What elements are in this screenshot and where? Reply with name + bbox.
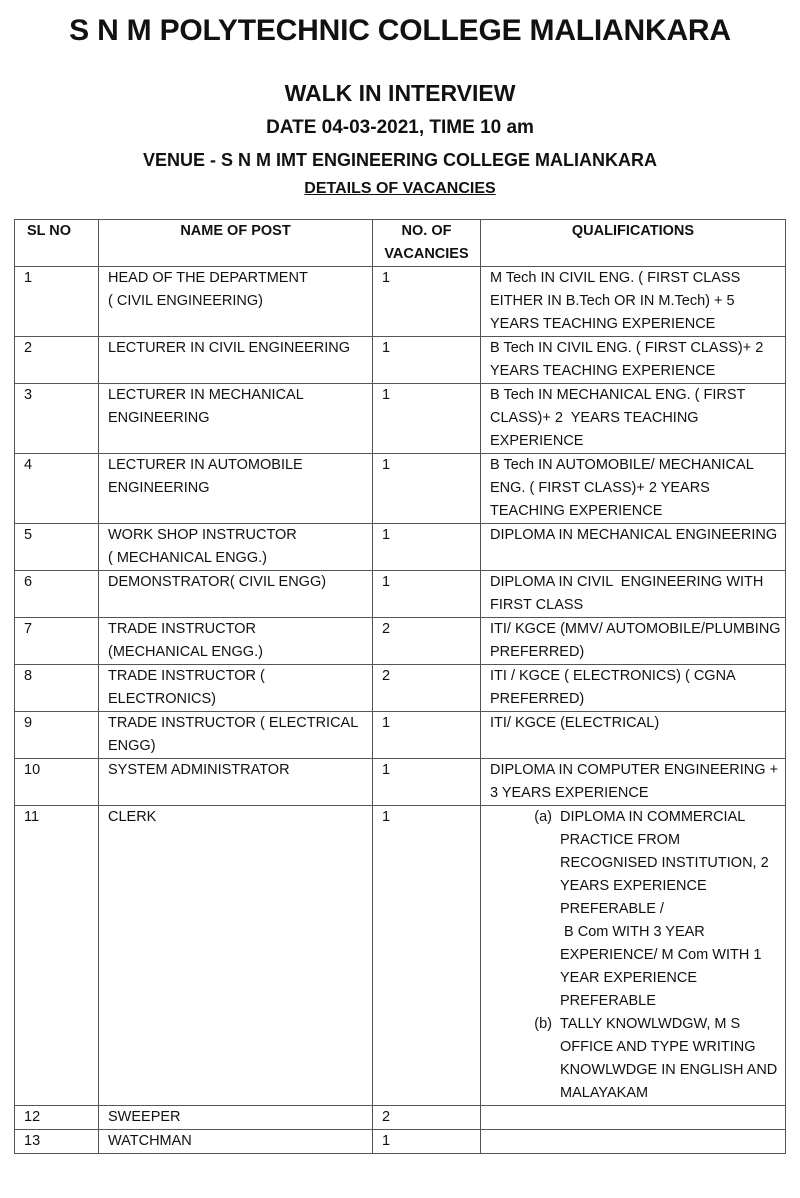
table-row — [15, 384, 786, 454]
notice-title: WALK IN INTERVIEW — [284, 80, 516, 106]
list-marker: (a) — [534, 809, 552, 825]
table-row — [15, 524, 786, 571]
cell-post-name: LECTURER IN AUTOMOBILE ENGINEERING — [99, 454, 373, 524]
cell-qualification: B Tech IN MECHANICAL ENG. ( FIRST CLASS)+ 2 YEARS TEACHING EXPERIENCE — [481, 384, 786, 454]
college-name: S N M POLYTECHNIC COLLEGE MALIANKARA — [69, 14, 731, 47]
cell-post-name: WORK SHOP INSTRUCTOR ( MECHANICAL ENGG.) — [99, 524, 373, 571]
table-row — [15, 806, 786, 1106]
cell-qualification: DIPLOMA IN MECHANICAL ENGINEERING — [481, 524, 786, 571]
cell-vacancies: 1 — [373, 1130, 481, 1154]
cell-sl-no: 11 — [15, 806, 99, 1106]
cell-vacancies: 1 — [373, 524, 481, 571]
cell-qualification: ITI/ KGCE (MMV/ AUTOMOBILE/PLUMBING PREFERRED) — [481, 618, 786, 665]
cell-qualification: M Tech IN CIVIL ENG. ( FIRST CLASS EITHER IN B.Tech OR IN M.Tech) + 5 YEARS TEACHING EXPERIENCE — [481, 267, 786, 337]
column-header-post: NAME OF POST — [99, 220, 373, 267]
cell-qualification: DIPLOMA IN COMPUTER ENGINEERING + 3 YEARS EXPERIENCE — [481, 759, 786, 806]
list-marker: (b) — [534, 1016, 552, 1032]
cell-sl-no: 1 — [15, 267, 99, 337]
cell-vacancies: 2 — [373, 618, 481, 665]
subtitle — [0, 180, 800, 198]
column-header-vacancies: NO. OF VACANCIES — [373, 220, 481, 267]
cell-sl-no: 8 — [15, 665, 99, 712]
qualification-list-item — [490, 1013, 781, 1105]
cell-vacancies: 1 — [373, 759, 481, 806]
cell-post-name: SYSTEM ADMINISTRATOR — [99, 759, 373, 806]
cell-sl-no: 10 — [15, 759, 99, 806]
cell-post-name: DEMONSTRATOR( CIVIL ENGG) — [99, 571, 373, 618]
table-row — [15, 712, 786, 759]
cell-qualification: ITI / KGCE ( ELECTRONICS) ( CGNA PREFERRED) — [481, 665, 786, 712]
cell-vacancies: 1 — [373, 267, 481, 337]
cell-qualification: B Tech IN CIVIL ENG. ( FIRST CLASS)+ 2 YEARS TEACHING EXPERIENCE — [481, 337, 786, 384]
cell-qualification — [481, 1130, 786, 1154]
qualification-list-item — [490, 806, 781, 1013]
cell-sl-no: 4 — [15, 454, 99, 524]
cell-post-name: LECTURER IN MECHANICAL ENGINEERING — [99, 384, 373, 454]
list-text: TALLY KNOWLWDGW, M S OFFICE AND TYPE WRITING KNOWLWDGE IN ENGLISH AND MALAYAKAM — [560, 1016, 782, 1101]
table-header-row — [15, 220, 786, 267]
table-body — [15, 267, 786, 1154]
cell-qualification — [481, 1106, 786, 1130]
venue: VENUE - S N M IMT ENGINEERING COLLEGE MALIANKARA — [142, 150, 657, 170]
table-row — [15, 759, 786, 806]
cell-sl-no: 9 — [15, 712, 99, 759]
cell-sl-no: 7 — [15, 618, 99, 665]
cell-vacancies: 2 — [373, 665, 481, 712]
table-row — [15, 267, 786, 337]
cell-post-name: CLERK — [99, 806, 373, 1106]
date-time: DATE 04-03-2021, TIME 10 am — [266, 117, 534, 138]
vacancies-table — [14, 219, 786, 1154]
cell-post-name: TRADE INSTRUCTOR ( ELECTRICAL ENGG) — [99, 712, 373, 759]
vacancies-heading: DETAILS OF VACANCIES — [304, 180, 496, 197]
cell-vacancies: 1 — [373, 712, 481, 759]
cell-sl-no: 5 — [15, 524, 99, 571]
column-header-qualifications: QUALIFICATIONS — [481, 220, 786, 267]
cell-post-name: WATCHMAN — [99, 1130, 373, 1154]
cell-vacancies: 1 — [373, 454, 481, 524]
table-row — [15, 1106, 786, 1130]
cell-vacancies: 1 — [373, 571, 481, 618]
cell-post-name: TRADE INSTRUCTOR ( ELECTRONICS) — [99, 665, 373, 712]
table-row — [15, 665, 786, 712]
cell-vacancies: 1 — [373, 384, 481, 454]
cell-sl-no: 13 — [15, 1130, 99, 1154]
table-row — [15, 337, 786, 384]
cell-qualification — [481, 806, 786, 1106]
cell-qualification: DIPLOMA IN CIVIL ENGINEERING WITH FIRST CLASS — [481, 571, 786, 618]
table-row — [15, 1130, 786, 1154]
cell-post-name: TRADE INSTRUCTOR (MECHANICAL ENGG.) — [99, 618, 373, 665]
cell-qualification: ITI/ KGCE (ELECTRICAL) — [481, 712, 786, 759]
column-header-sl-no: SL NO — [15, 220, 99, 267]
cell-vacancies: 1 — [373, 806, 481, 1106]
table-row — [15, 454, 786, 524]
table-row — [15, 571, 786, 618]
cell-vacancies: 1 — [373, 337, 481, 384]
cell-post-name: SWEEPER — [99, 1106, 373, 1130]
cell-sl-no: 2 — [15, 337, 99, 384]
cell-sl-no: 12 — [15, 1106, 99, 1130]
cell-sl-no: 3 — [15, 384, 99, 454]
list-text: DIPLOMA IN COMMERCIAL PRACTICE FROM RECOGNISED INSTITUTION, 2 YEARS EXPERIENCE PREFERABLE / B Com WITH 3 YEAR EXPERIENCE/ M Com WITH 1 YEAR EXPERIENCE PREFERABLE — [560, 809, 769, 1009]
cell-qualification: B Tech IN AUTOMOBILE/ MECHANICAL ENG. ( FIRST CLASS)+ 2 YEARS TEACHING EXPERIENCE — [481, 454, 786, 524]
table-row — [15, 618, 786, 665]
cell-post-name: HEAD OF THE DEPARTMENT ( CIVIL ENGINEERING) — [99, 267, 373, 337]
cell-vacancies: 2 — [373, 1106, 481, 1130]
cell-sl-no: 6 — [15, 571, 99, 618]
cell-post-name: LECTURER IN CIVIL ENGINEERING — [99, 337, 373, 384]
